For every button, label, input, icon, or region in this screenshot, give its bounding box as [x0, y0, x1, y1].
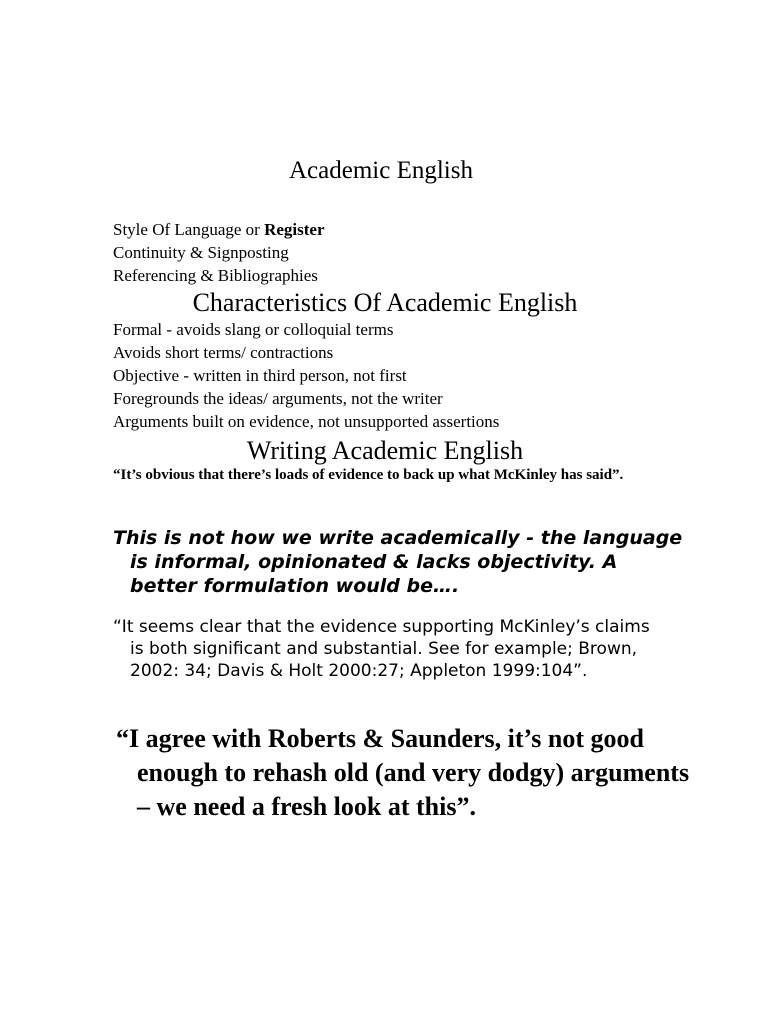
intro-item-register [113, 218, 325, 241]
list-item: Avoids short terms/ contractions [113, 343, 334, 362]
intro-item-bold-term: Register [264, 220, 325, 239]
intro-list [113, 218, 325, 287]
intro-item-referencing: Referencing & Bibliographies [113, 266, 318, 285]
list-item: Objective - written in third person, not first [113, 366, 407, 385]
page-title: Academic English [289, 157, 473, 184]
exercise-quote: “I agree with Roberts & Saunders, it’s not good enough to rehash old (and very dodgy) arguments – we need a fresh look at this”. [116, 724, 690, 821]
characteristics-heading: Characteristics Of Academic English [192, 288, 578, 317]
intro-item-text: Style Of Language or [113, 220, 265, 239]
informal-quote: “It’s obvious that there’s loads of evidence to back up what McKinley has said”. [113, 467, 624, 483]
list-item: Arguments built on evidence, not unsupported assertions [113, 412, 500, 431]
characteristics-list [113, 318, 499, 433]
critique-text: This is not how we write academically - the language is informal, opinionated & lacks objectivity. A better formulation would be…. [113, 527, 683, 597]
list-item: Formal - avoids slang or colloquial terms [113, 320, 394, 339]
list-item: Foregrounds the ideas/ arguments, not the writer [113, 389, 443, 408]
intro-item-signposting: Continuity & Signposting [113, 243, 289, 262]
writing-heading: Writing Academic English [246, 436, 524, 465]
formal-quote: “It seems clear that the evidence supporting McKinley’s claims is both significant and substantial. See for example; Brown, 2002: 34; Davis & Holt 2000:27; Appleton 1999:104”. [113, 617, 650, 681]
